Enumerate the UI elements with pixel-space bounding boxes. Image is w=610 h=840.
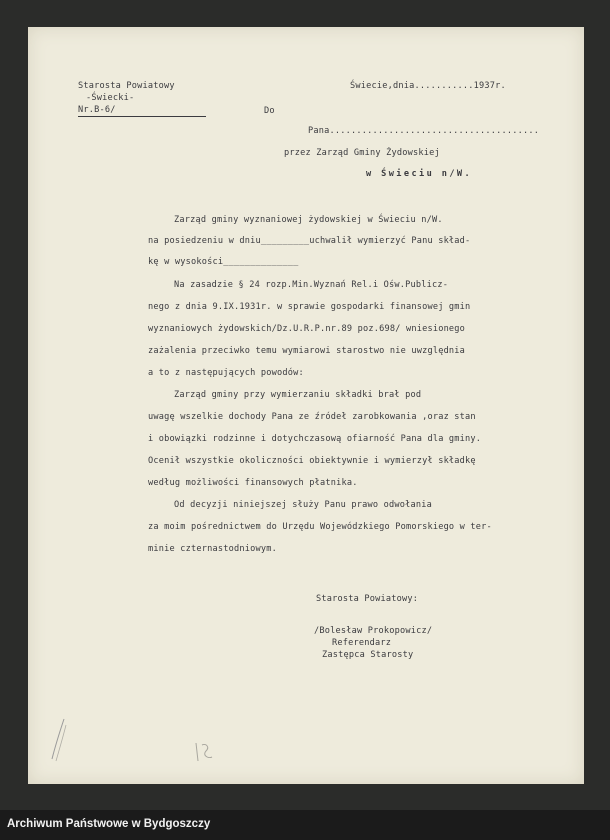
body-line-6: wyznaniowych żydowskich/Dz.U.R.P.nr.89 poz.698/ wniesionego xyxy=(148,324,466,334)
signature-role: Zastępca Starosty xyxy=(322,650,414,660)
pencil-scribble xyxy=(192,739,222,767)
body-line-12: Ocenił wszystkie okoliczności obiektywnie i wymierzył składkę xyxy=(148,456,476,466)
body-line-10: uwagę wszelkie dochody Pana ze źródeł zarobkowania ,oraz stan xyxy=(148,412,476,422)
to-label: Do xyxy=(264,106,275,116)
body-line-7: zażalenia przeciwko temu wymiarowi starostwo nie uwzględnia xyxy=(148,346,466,356)
archive-footer xyxy=(0,810,610,840)
pencil-mark xyxy=(42,717,82,767)
signature-rank: Referendarz xyxy=(332,638,392,648)
office-district: -Świecki- xyxy=(86,93,135,103)
body-line-11: i obowiązki rodzinne i dotychczasową ofiarność Pana dla gminy. xyxy=(148,434,482,444)
place-date: Świecie,dnia...........1937r. xyxy=(350,81,506,91)
body-line-3: kę w wysokości______________ xyxy=(148,257,299,267)
body-line-2: na posiedzeniu w dniu_________uchwalił wymierzyć Panu skład- xyxy=(148,236,471,246)
signature-name: /Bolesław Prokopowicz/ xyxy=(314,626,433,636)
body-line-15: za moim pośrednictwem do Urzędu Wojewódzkiego Pomorskiego w ter- xyxy=(148,522,492,532)
addressee-name-line: Pana....................................... xyxy=(308,126,540,136)
body-line-1: Zarząd gminy wyznaniowej żydowskiej w Świeciu n/W. xyxy=(174,215,443,225)
document-page xyxy=(28,27,584,784)
body-line-14: Od decyzji niniejszej służy Panu prawo odwołania xyxy=(174,500,432,510)
body-line-13: według możliwości finansowych płatnika. xyxy=(148,478,358,488)
office-name: Starosta Powiatowy xyxy=(78,81,175,91)
addressee-via: przez Zarząd Gminy Żydowskiej xyxy=(284,148,440,158)
reference-number: Nr.B-6/ xyxy=(78,105,206,117)
body-line-8: a to z następujących powodów: xyxy=(148,368,304,378)
signature-title: Starosta Powiatowy: xyxy=(316,594,419,604)
body-line-16: minie czternastodniowym. xyxy=(148,544,277,554)
addressee-place: w Świeciu n/W. xyxy=(366,169,473,179)
archive-name: Archiwum Państwowe w Bydgoszczy xyxy=(7,818,211,830)
body-line-9: Zarząd gminy przy wymierzaniu składki brał pod xyxy=(174,390,422,400)
body-line-5: nego z dnia 9.IX.1931r. w sprawie gospodarki finansowej gmin xyxy=(148,302,471,312)
body-line-4: Na zasadzie § 24 rozp.Min.Wyznań Rel.i Ośw.Publicz- xyxy=(174,280,449,290)
